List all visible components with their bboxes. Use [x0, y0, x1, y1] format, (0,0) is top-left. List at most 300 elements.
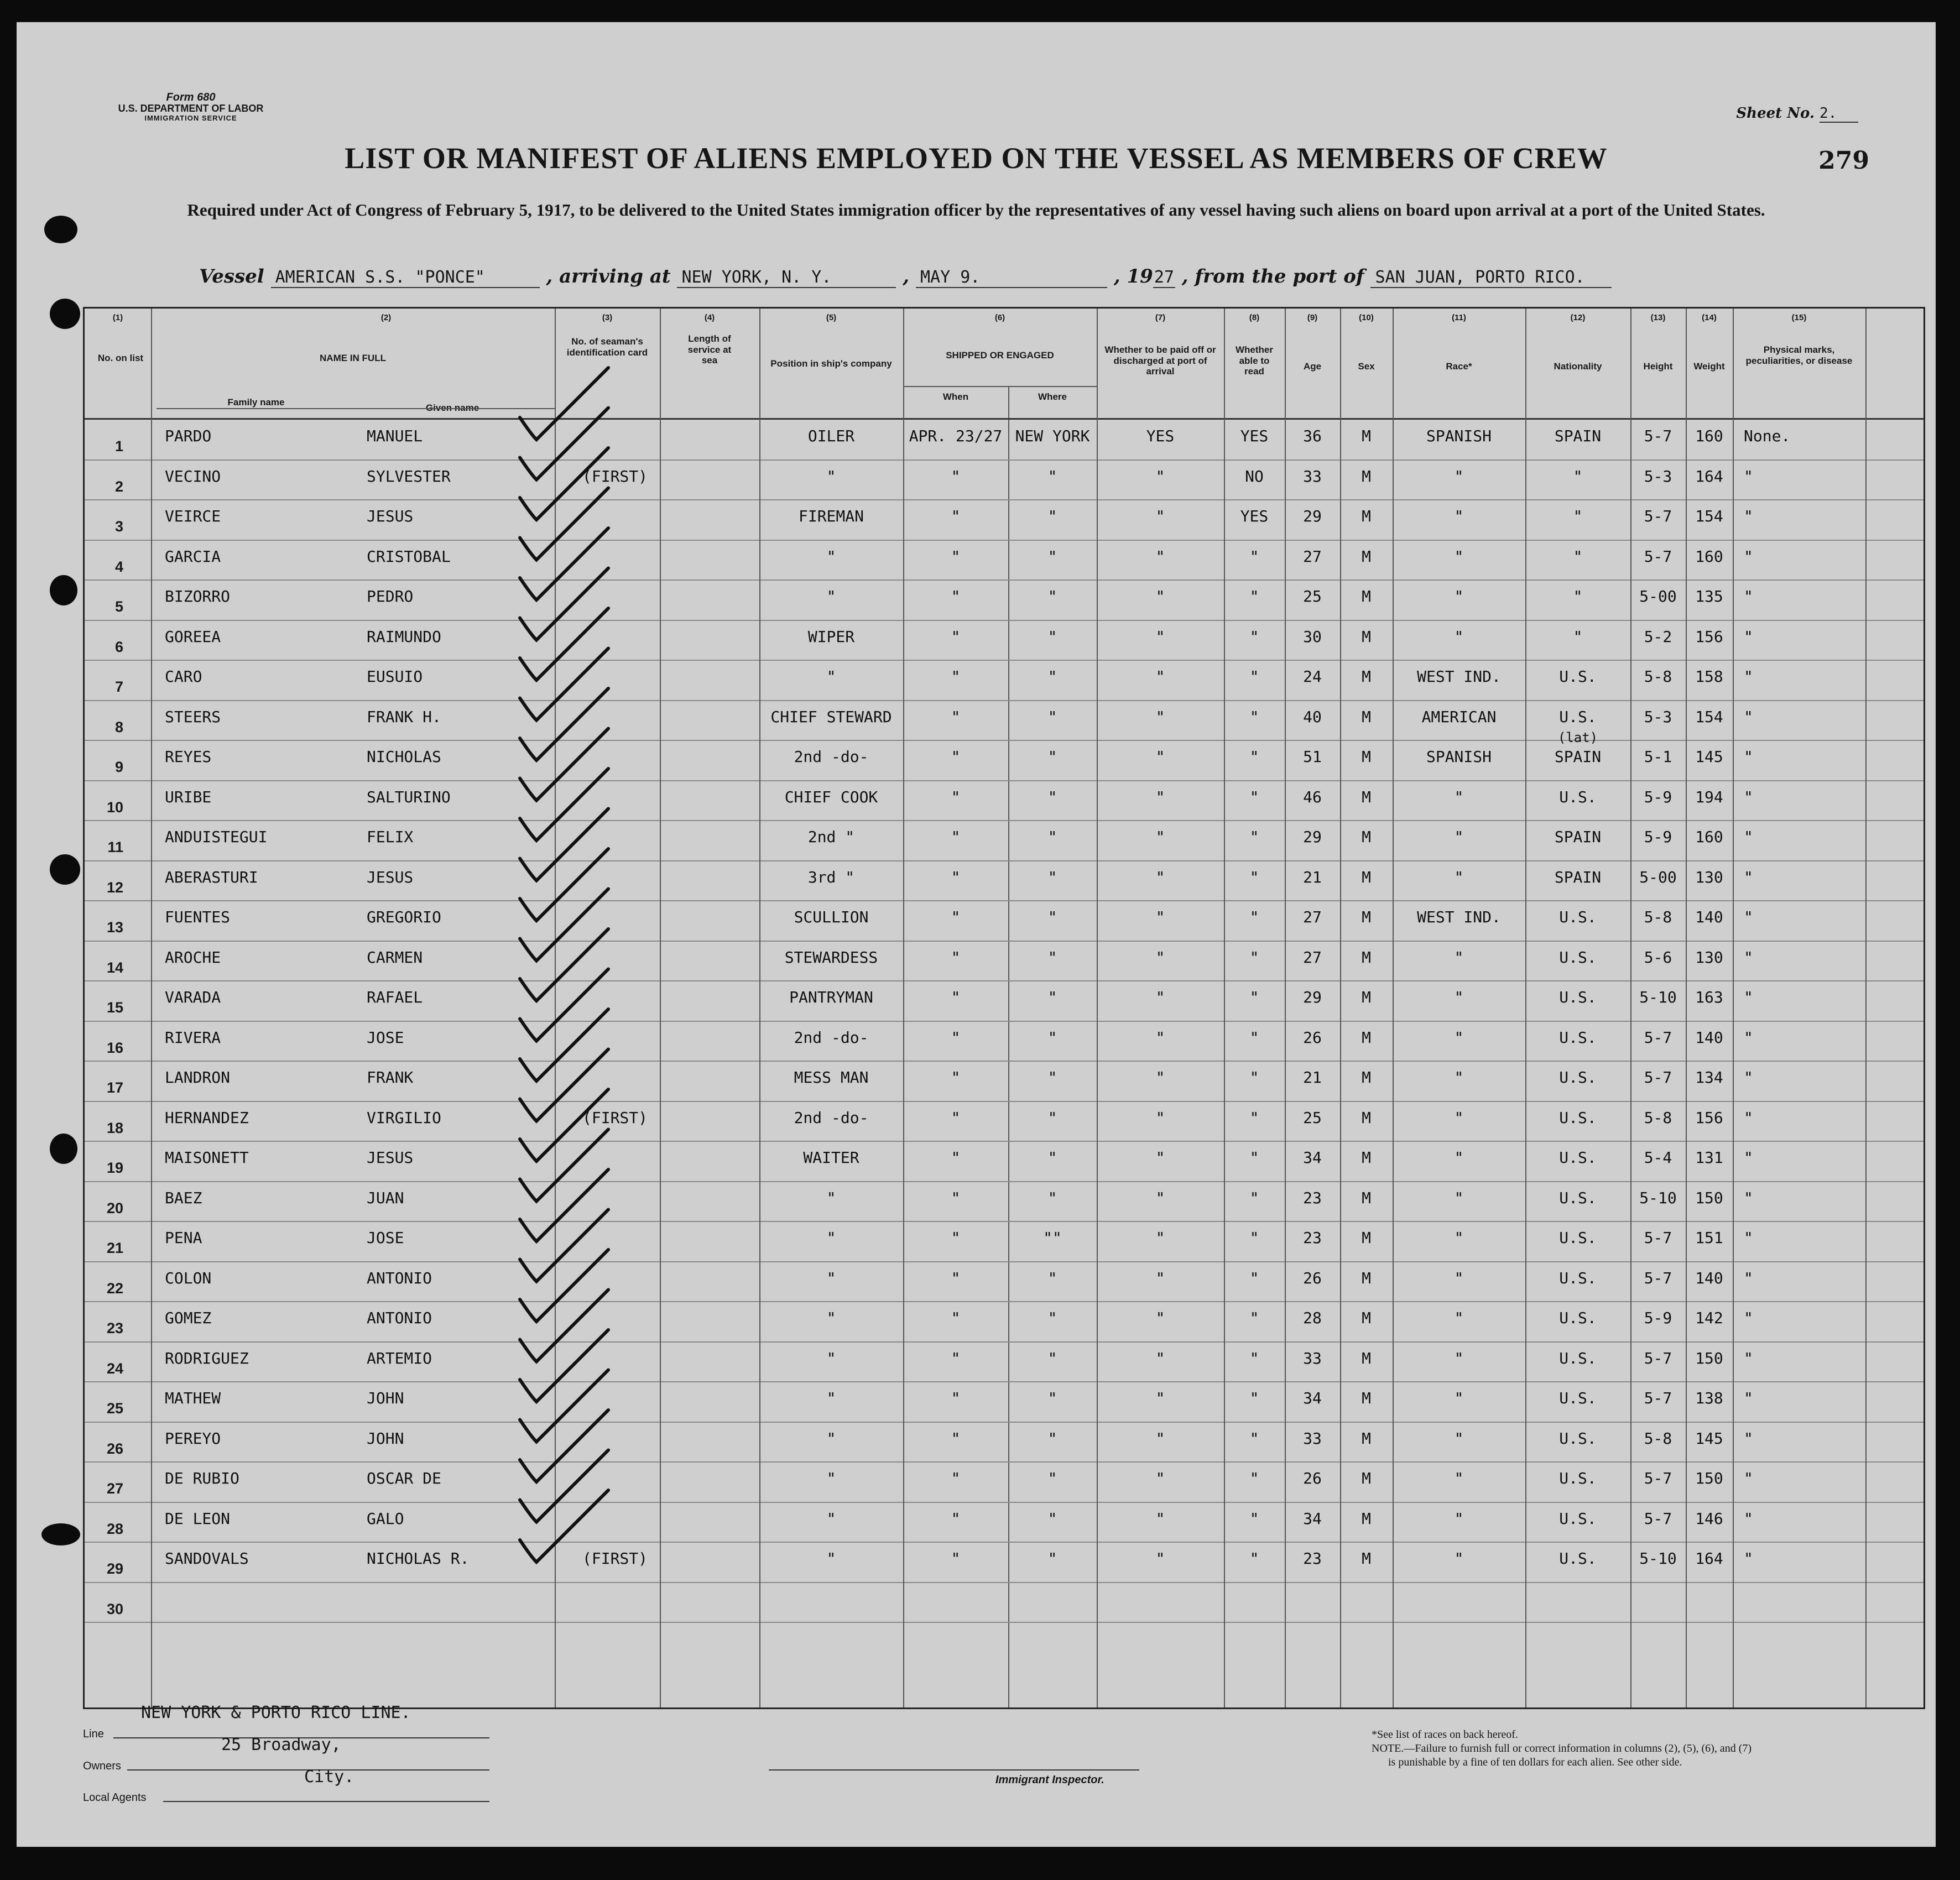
cell-height: 5-7	[1644, 1389, 1672, 1407]
cell-marks: "	[1744, 988, 1753, 1006]
cell-race: "	[1454, 828, 1464, 846]
col-header-given-name: Given name	[425, 403, 479, 413]
cell-position: "	[826, 1188, 836, 1207]
cell-marks: "	[1744, 547, 1753, 566]
cell-age: 23	[1303, 1549, 1322, 1568]
cell-given: FELIX	[367, 828, 414, 846]
cell-sex: M	[1362, 1188, 1371, 1207]
cell-age: 23	[1303, 1229, 1322, 1247]
checkmark	[520, 1450, 608, 1522]
cell-race: "	[1454, 1309, 1464, 1327]
cell-where: ""	[1043, 1229, 1062, 1247]
cell-race: "	[1454, 507, 1464, 525]
col-header-paid-off: Whether to be paid off or discharged at port of arrival	[1104, 344, 1216, 377]
vessel-name: AMERICAN S.S. "PONCE"	[271, 268, 540, 288]
cell-height: 5-7	[1644, 1268, 1672, 1287]
cell-position: "	[826, 1469, 836, 1487]
row-number: 1	[114, 438, 123, 455]
checkmark	[520, 1330, 608, 1402]
cell-weight: 130	[1695, 948, 1723, 967]
row-number: 10	[106, 798, 123, 816]
row-number: 26	[106, 1440, 123, 1457]
cell-age: 29	[1303, 828, 1322, 846]
cell-age: 26	[1303, 1028, 1322, 1047]
cell-marks: "	[1744, 1509, 1753, 1528]
cell-read: "	[1249, 1469, 1259, 1487]
cell-nationality: SPAIN	[1554, 427, 1602, 445]
cell-sex: M	[1362, 1349, 1371, 1367]
cell-weight: 164	[1695, 467, 1723, 485]
cell-where: "	[1047, 707, 1057, 726]
col-number: (13)	[1650, 313, 1666, 322]
cell-marks: None.	[1744, 427, 1791, 445]
cell-where: NEW YORK	[1015, 427, 1090, 445]
cell-marks: "	[1744, 787, 1753, 806]
sheet-number-value: 2.	[1820, 105, 1858, 123]
cell-given: CARMEN	[367, 948, 423, 967]
cell-where: "	[1047, 467, 1057, 485]
cell-when: "	[951, 1268, 961, 1287]
cell-when: "	[951, 1229, 961, 1247]
cell-position: WAITER	[803, 1148, 859, 1167]
cell-height: 5-9	[1644, 1309, 1672, 1327]
cell-paid: "	[1155, 787, 1165, 806]
cell-when: APR. 23/27	[909, 427, 1003, 445]
cell-race: "	[1454, 1028, 1464, 1047]
cell-race: "	[1454, 988, 1464, 1006]
cell-paid: "	[1155, 988, 1165, 1006]
cell-sex: M	[1362, 868, 1371, 886]
cell-race: "	[1454, 1229, 1464, 1247]
cell-family: CARO	[165, 667, 202, 686]
cell-nationality: U.S.	[1559, 707, 1597, 726]
cell-paid: "	[1155, 467, 1165, 485]
cell-family: PARDO	[165, 427, 212, 445]
cell-position: "	[826, 1349, 836, 1367]
cell-height: 5-3	[1644, 467, 1672, 485]
cell-position: "	[826, 1229, 836, 1247]
checkmark	[520, 448, 608, 520]
cell-height: 5-10	[1639, 988, 1677, 1006]
cell-position: "	[826, 1549, 836, 1568]
cell-age: 34	[1303, 1148, 1322, 1167]
row-number: 29	[106, 1560, 123, 1577]
cell-paid: "	[1155, 1469, 1165, 1487]
cell-position: 2nd -do-	[794, 1108, 869, 1127]
cell-family: PEREYO	[165, 1429, 221, 1448]
row-number: 5	[114, 598, 123, 615]
col-header-nationality: Nationality	[1554, 361, 1602, 372]
cell-age: 27	[1303, 908, 1322, 926]
cell-when: "	[951, 627, 961, 646]
cell-paid: "	[1155, 1148, 1165, 1167]
cell-weight: 158	[1695, 667, 1723, 686]
cell-nationality: U.S.	[1559, 1549, 1597, 1568]
cell-sex: M	[1362, 828, 1371, 846]
col-number: (10)	[1359, 313, 1374, 322]
cell-sex: M	[1362, 427, 1371, 445]
cell-read: "	[1249, 828, 1259, 846]
cell-nationality: U.S.	[1559, 948, 1597, 967]
cell-marks: "	[1744, 1469, 1753, 1487]
arriving-label: , arriving at	[546, 265, 671, 288]
cell-race: "	[1454, 1188, 1464, 1207]
cell-marks: "	[1744, 1148, 1753, 1167]
cell-paid: "	[1155, 1509, 1165, 1528]
form-number: Form 680	[166, 91, 216, 103]
cell-sex: M	[1362, 988, 1371, 1006]
cell-paid: "	[1155, 507, 1165, 525]
line-name: NEW YORK & PORTO RICO LINE.	[141, 1703, 411, 1722]
cell-where: "	[1047, 587, 1057, 605]
cell-nationality: "	[1573, 547, 1583, 566]
cell-where: "	[1047, 868, 1057, 886]
cell-weight: 160	[1695, 427, 1723, 445]
cell-where: "	[1047, 1108, 1057, 1127]
cell-given: SALTURINO	[367, 787, 451, 806]
cell-where: "	[1047, 908, 1057, 926]
cell-sex: M	[1362, 507, 1371, 525]
cell-read: "	[1249, 1229, 1259, 1247]
cell-read: "	[1249, 1188, 1259, 1207]
cell-nationality: "	[1573, 507, 1583, 525]
col-number: (3)	[602, 313, 613, 322]
cell-marks: "	[1744, 1349, 1753, 1367]
cell-nationality: "	[1573, 627, 1583, 646]
cell-given: PEDRO	[367, 587, 414, 605]
cell-nationality: SPAIN	[1554, 868, 1602, 886]
cell-height: 5-7	[1644, 507, 1672, 525]
document-title: LIST OR MANIFEST OF ALIENS EMPLOYED ON THE VESSEL AS MEMBERS OF CREW	[345, 142, 1608, 175]
cell-weight: 140	[1695, 1268, 1723, 1287]
cell-age: 29	[1303, 988, 1322, 1006]
cell-marks: "	[1744, 748, 1753, 766]
cell-read: "	[1249, 1028, 1259, 1047]
cell-when: "	[951, 787, 961, 806]
checkmark	[520, 688, 608, 760]
checkmark	[520, 929, 608, 1001]
cell-read: "	[1249, 748, 1259, 766]
cell-card: (FIRST)	[582, 467, 648, 485]
cell-when: "	[951, 1108, 961, 1127]
checkmark	[520, 1410, 608, 1482]
vessel-line: Vessel AMERICAN S.S. "PONCE" , arriving at NEW YORK, N. Y. , MAY 9. , 1927 , from the port of SAN JUAN, PORTO RICO.	[199, 265, 1612, 288]
cell-when: "	[951, 828, 961, 846]
col-header-position: Position in ship's company	[770, 358, 892, 369]
cell-paid: "	[1155, 1349, 1165, 1367]
cell-age: 40	[1303, 707, 1322, 726]
sheet-number-label: Sheet No.	[1736, 105, 1815, 122]
col-header-shipped-engaged: SHIPPED OR ENGAGED	[946, 350, 1054, 361]
cell-marks: "	[1744, 707, 1753, 726]
checkmark	[520, 1049, 608, 1121]
cell-read: "	[1249, 1108, 1259, 1127]
cell-position: "	[826, 1309, 836, 1327]
checkmark	[520, 1009, 608, 1081]
cell-race: "	[1454, 1549, 1464, 1568]
cell-weight: 154	[1695, 507, 1723, 525]
col-number: (15)	[1791, 313, 1807, 322]
checkmark	[520, 608, 608, 680]
row-number: 24	[106, 1360, 123, 1377]
cell-read: "	[1249, 1509, 1259, 1528]
cell-weight: 150	[1695, 1349, 1723, 1367]
cell-paid: "	[1155, 1549, 1165, 1568]
cell-nationality: U.S.	[1559, 1028, 1597, 1047]
cell-where: "	[1047, 1429, 1057, 1448]
row-number: 15	[106, 999, 123, 1016]
cell-nationality: U.S.	[1559, 1429, 1597, 1448]
owners-address: 25 Broadway,	[221, 1735, 341, 1754]
cell-marks: "	[1744, 868, 1753, 886]
cell-position: 2nd "	[807, 828, 855, 846]
year-prefix: , 19	[1113, 265, 1153, 288]
col-number: (8)	[1249, 313, 1260, 322]
cell-given: NICHOLAS	[367, 748, 441, 766]
cell-given: CRISTOBAL	[367, 547, 451, 566]
cell-position: 2nd -do-	[794, 748, 869, 766]
cell-height: 5-8	[1644, 1108, 1672, 1127]
cell-given: JOSE	[367, 1028, 404, 1047]
row-number: 9	[114, 759, 123, 775]
row-number: 8	[114, 718, 123, 735]
departure-port: SAN JUAN, PORTO RICO.	[1370, 268, 1612, 288]
cell-age: 51	[1303, 748, 1322, 766]
cell-marks: "	[1744, 467, 1753, 485]
cell-weight: 194	[1695, 787, 1723, 806]
cell-position: "	[826, 1429, 836, 1448]
cell-where: "	[1047, 1349, 1057, 1367]
col-header-where: Where	[1038, 391, 1067, 402]
cell-weight: 154	[1695, 707, 1723, 726]
cell-given: FRANK	[367, 1068, 414, 1087]
cell-marks: "	[1744, 908, 1753, 926]
cell-age: 23	[1303, 1188, 1322, 1207]
arriving-port: NEW YORK, N. Y.	[677, 268, 896, 288]
cell-height: 5-8	[1644, 667, 1672, 686]
checkmark	[520, 809, 608, 881]
cell-position: "	[826, 467, 836, 485]
cell-given: NICHOLAS R.	[367, 1549, 470, 1568]
cell-paid: "	[1155, 1268, 1165, 1287]
cell-weight: 145	[1695, 1429, 1723, 1448]
cell-where: "	[1047, 1509, 1057, 1528]
cell-family: VECINO	[165, 467, 221, 485]
cell-marks: "	[1744, 627, 1753, 646]
checkmark	[520, 1210, 608, 1282]
checkmark	[520, 1250, 608, 1322]
cell-read: "	[1249, 948, 1259, 967]
row-number: 23	[106, 1320, 123, 1336]
cell-position: "	[826, 547, 836, 566]
cell-weight: 145	[1695, 748, 1723, 766]
cell-where: "	[1047, 627, 1057, 646]
cell-paid: "	[1155, 948, 1165, 967]
col-header-id-card: No. of seaman's identification card	[566, 336, 648, 358]
checkmark	[520, 769, 608, 840]
cell-read: "	[1249, 707, 1259, 726]
row-number: 7	[114, 678, 123, 695]
cell-nationality: U.S.	[1559, 1389, 1597, 1407]
row-number: 22	[106, 1280, 123, 1297]
cell-nationality: U.S.	[1559, 1148, 1597, 1167]
cell-age: 36	[1303, 427, 1322, 445]
checkmark	[520, 1370, 608, 1442]
cell-paid: "	[1155, 1229, 1165, 1247]
cell-where: "	[1047, 1309, 1057, 1327]
cell-weight: 163	[1695, 988, 1723, 1006]
cell-nationality: U.S.	[1559, 1268, 1597, 1287]
owners-label: Owners	[83, 1760, 121, 1772]
cell-read: YES	[1240, 507, 1269, 525]
cell-read: "	[1249, 1549, 1259, 1568]
checkmark	[520, 408, 608, 480]
cell-race: "	[1454, 868, 1464, 886]
checkmark	[520, 729, 608, 801]
cell-nationality: U.S.	[1559, 1108, 1597, 1127]
row-number: 16	[106, 1039, 123, 1056]
cell-position: WIPER	[807, 627, 855, 646]
cell-when: "	[951, 1028, 961, 1047]
cell-sex: M	[1362, 1148, 1371, 1167]
cell-weight: 140	[1695, 1028, 1723, 1047]
cell-height: 5-8	[1644, 908, 1672, 926]
cell-height: 5-3	[1644, 707, 1672, 726]
cell-given: FRANK H.	[367, 707, 441, 726]
checkmark	[520, 1130, 608, 1202]
cell-nationality: U.S.	[1559, 1188, 1597, 1207]
cell-when: "	[951, 507, 961, 525]
cell-height: 5-9	[1644, 787, 1672, 806]
cell-where: "	[1047, 1268, 1057, 1287]
cell-when: "	[951, 1549, 961, 1568]
cell-where: "	[1047, 667, 1057, 686]
cell-card: (FIRST)	[582, 1549, 648, 1568]
cell-where: "	[1047, 1389, 1057, 1407]
cell-read: "	[1249, 1349, 1259, 1367]
cell-family: REYES	[165, 748, 212, 766]
cell-family: ABERASTURI	[165, 868, 258, 886]
cell-family: PENA	[165, 1229, 202, 1247]
cell-marks: "	[1744, 1429, 1753, 1448]
cell-family: STEERS	[165, 707, 221, 726]
cell-position: 2nd -do-	[794, 1028, 869, 1047]
cell-marks: "	[1744, 507, 1753, 525]
cell-sex: M	[1362, 627, 1371, 646]
cell-sex: M	[1362, 1268, 1371, 1287]
row-number: 12	[106, 879, 123, 896]
cell-where: "	[1047, 748, 1057, 766]
col-header-able-to-read: Whether able to read	[1236, 344, 1273, 377]
col-number: (12)	[1570, 313, 1586, 322]
cell-read: "	[1249, 1268, 1259, 1287]
cell-race: "	[1454, 1389, 1464, 1407]
cell-paid: "	[1155, 1309, 1165, 1327]
document-subtitle: Required under Act of Congress of February 5, 1917, to be delivered to the United States immigration officer by the representatives of any vessel having such aliens on board upon arrival at a port of the United States.	[187, 200, 1765, 220]
cell-position: "	[826, 1268, 836, 1287]
cell-age: 34	[1303, 1509, 1322, 1528]
cell-race: "	[1454, 787, 1464, 806]
checkmark	[520, 889, 608, 961]
col-header-sex: Sex	[1358, 361, 1375, 372]
col-header-physical-marks: Physical marks, peculiarities, or disease	[1745, 344, 1853, 366]
cell-position: "	[826, 587, 836, 605]
cell-height: 5-9	[1644, 828, 1672, 846]
cell-sex: M	[1362, 1509, 1371, 1528]
cell-weight: 135	[1695, 587, 1723, 605]
cell-sex: M	[1362, 667, 1371, 686]
col-header-height: Height	[1643, 361, 1673, 372]
cell-weight: 160	[1695, 547, 1723, 566]
cell-weight: 150	[1695, 1188, 1723, 1207]
cell-given: MANUEL	[367, 427, 423, 445]
cell-race: "	[1454, 467, 1464, 485]
cell-family: LANDRON	[165, 1068, 231, 1087]
cell-family: DE LEON	[165, 1509, 231, 1528]
cell-read: "	[1249, 868, 1259, 886]
cell-sex: M	[1362, 1068, 1371, 1087]
cell-paid: "	[1155, 587, 1165, 605]
row-number: 19	[106, 1160, 123, 1176]
cell-family: BIZORRO	[165, 587, 231, 605]
cell-height: 5-7	[1644, 1469, 1672, 1487]
cell-nationality: U.S.	[1559, 1349, 1597, 1367]
row-number: 27	[106, 1480, 123, 1497]
cell-nationality: U.S.	[1559, 908, 1597, 926]
cell-position: MESS MAN	[794, 1068, 869, 1087]
cell-position: FIREMAN	[798, 507, 864, 525]
cell-nationality-note: (lat)	[1557, 730, 1598, 745]
cell-race: "	[1454, 627, 1464, 646]
cell-position: STEWARDESS	[784, 948, 878, 967]
cell-height: 5-7	[1644, 1349, 1672, 1367]
checkmark	[520, 1169, 608, 1241]
cell-race: WEST IND.	[1417, 908, 1501, 926]
cell-given: JESUS	[367, 507, 414, 525]
row-number: 13	[106, 919, 123, 936]
from-port-label: , from the port of	[1181, 265, 1364, 288]
checkmark	[520, 1490, 608, 1562]
cell-where: "	[1047, 948, 1057, 967]
cell-height: 5-6	[1644, 948, 1672, 967]
cell-marks: "	[1744, 1309, 1753, 1327]
cell-where: "	[1047, 1469, 1057, 1487]
arrival-date: MAY 9.	[916, 268, 1107, 288]
cell-nationality: SPAIN	[1554, 748, 1602, 766]
col-header-name: NAME IN FULL	[320, 353, 386, 363]
agents-city: City.	[304, 1767, 355, 1787]
cell-when: "	[951, 988, 961, 1006]
cell-marks: "	[1744, 828, 1753, 846]
inspector-label: Immigrant Inspector.	[995, 1774, 1104, 1786]
col-header-length-of-service: Length of service at sea	[687, 333, 732, 366]
cell-position: CHIEF COOK	[784, 787, 878, 806]
checkmark	[520, 1290, 608, 1362]
cell-given: ANTONIO	[367, 1309, 432, 1327]
cell-height: 5-00	[1639, 587, 1677, 605]
cell-sex: M	[1362, 1429, 1371, 1448]
cell-height: 5-10	[1639, 1188, 1677, 1207]
cell-height: 5-4	[1644, 1148, 1672, 1167]
cell-family: SANDOVALS	[165, 1549, 249, 1568]
col-number: (2)	[380, 313, 392, 322]
cell-marks: "	[1744, 1028, 1753, 1047]
cell-given: JOHN	[367, 1389, 404, 1407]
cell-when: "	[951, 667, 961, 686]
cell-read: NO	[1245, 467, 1264, 485]
cell-family: GOMEZ	[165, 1309, 212, 1327]
cell-when: "	[951, 1148, 961, 1167]
